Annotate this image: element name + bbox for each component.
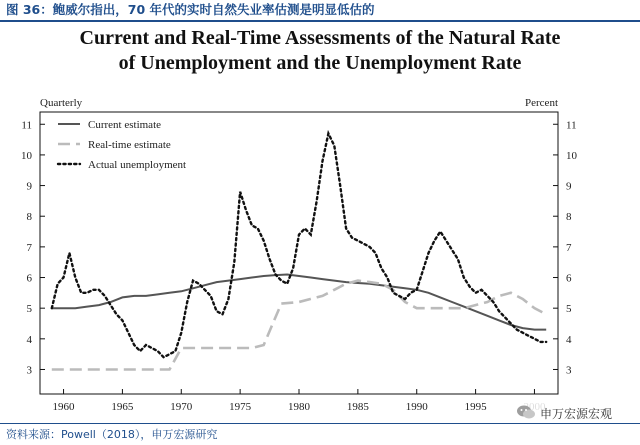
y-tick-label-left: 4 xyxy=(26,333,32,346)
x-tick-label: 1975 xyxy=(229,401,252,413)
chart-title-line-1: Current and Real-Time Assessments of the Natural Rate xyxy=(79,27,561,49)
x-tick-label: 1995 xyxy=(464,401,487,413)
y-tick-label-right: 10 xyxy=(566,149,577,162)
left-axis-label: Quarterly xyxy=(40,97,83,109)
y-tick-label-right: 11 xyxy=(566,119,577,132)
y-tick-label-right: 4 xyxy=(566,333,572,346)
watermark-text: 申万宏源宏观 xyxy=(540,406,613,421)
y-tick-label-left: 7 xyxy=(26,241,32,254)
x-tick-label: 1980 xyxy=(288,401,310,413)
y-tick-label-right: 5 xyxy=(566,303,572,316)
y-tick-label-right: 9 xyxy=(566,180,572,193)
x-tick-label: 1970 xyxy=(170,401,193,413)
y-tick-label-right: 3 xyxy=(566,364,572,377)
x-tick-label: 1990 xyxy=(405,401,428,413)
chart-title-line-2: of Unemployment and the Unemployment Rate xyxy=(118,52,522,74)
x-tick-label: 1985 xyxy=(346,401,369,413)
right-axis-label: Percent xyxy=(525,97,558,109)
y-tick-label-left: 11 xyxy=(21,119,32,132)
x-tick-label: 1965 xyxy=(111,401,134,413)
watermark xyxy=(512,403,616,423)
x-tick-label: 1960 xyxy=(52,401,75,413)
y-tick-label-right: 6 xyxy=(566,272,572,285)
y-tick-label-left: 9 xyxy=(26,180,32,193)
y-tick-label-left: 10 xyxy=(21,149,32,162)
plot-frame xyxy=(40,112,558,394)
legend xyxy=(58,119,186,171)
wechat-icon xyxy=(516,404,536,423)
footer-rule xyxy=(0,423,640,424)
legend-label-2: Actual unemployment xyxy=(88,159,187,171)
y-tick-label-left: 8 xyxy=(26,211,32,224)
figure-header-title: 图 36：鲍威尔指出，70 年代的实时自然失业率估测是明显低估的 xyxy=(6,2,375,17)
figure-footer xyxy=(0,425,640,445)
y-tick-label-left: 5 xyxy=(26,303,32,316)
legend-label-1: Real-time estimate xyxy=(88,139,171,151)
y-tick-label-right: 8 xyxy=(566,211,572,224)
legend-label-0: Current estimate xyxy=(88,119,162,131)
y-tick-label-left: 6 xyxy=(26,272,32,285)
y-tick-label-right: 7 xyxy=(566,241,572,254)
series-line-0 xyxy=(52,275,546,330)
figure-source: 资料来源：Powell（2018），申万宏源研究 xyxy=(6,428,218,441)
y-tick-label-left: 3 xyxy=(26,364,32,377)
